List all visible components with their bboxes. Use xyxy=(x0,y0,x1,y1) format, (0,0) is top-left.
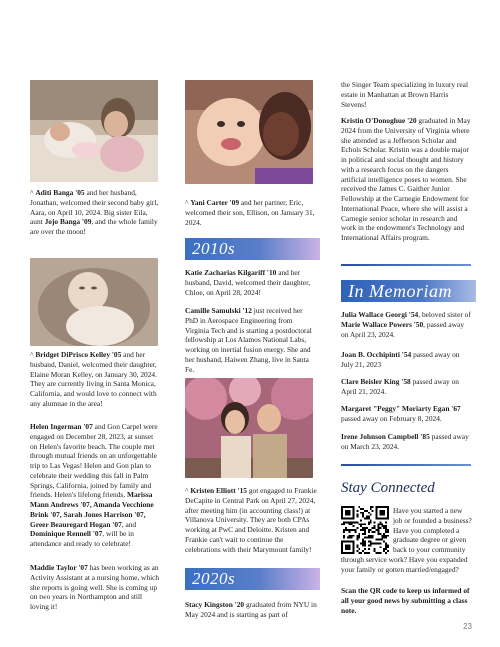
note-kristin-odonoghue: Kristin O'Donoghue '20 graduated in May 2024 from the University of Virginia where she attended as a Jefferson Scholar and Echols Scholar. Kristin was a double major in political and social thought and history with a research focus on the dangers artificial intelligence poses to women. She received the James C. Gaither Junior Fellowship at the Carnegie Endowment for International Peace, where she will assist a Carnegie senior scholar in research and work in the endowment's Technology and International Affairs program. xyxy=(341,116,471,243)
memoriam-joan-occhipinti: Joan B. Occhipinti '54 passed away on July 21, 2023 xyxy=(341,350,460,369)
section-header-2020s: 2020s xyxy=(185,568,320,590)
stay-connected-text: Have you started a new job or founded a business? Have you completed a graduate degree or given back to your community through service work? Have you expanded your family or gotten married/engaged? xyxy=(341,506,472,574)
memoriam-julia-georgi: Julia Wallace Georgi '54, beloved sister of Marie Wallace Powers '50, passed away on April 23, 2024. xyxy=(341,310,471,339)
stay-connected-cta: Scan the QR code to keep us informed of all your good news by submitting a class note. xyxy=(341,586,470,615)
note-katie-kilgariff: Katie Zacharias Kilgariff '10 and her husband, David, welcomed their daughter, Chloe, on April 28, 2024! xyxy=(185,268,311,297)
section-header-in-memoriam: In Memoriam xyxy=(341,280,476,302)
note-stacy-kingston-cont: the Singer Team specializing in luxury real estate in Manhattan at Brown Harris Stevens! xyxy=(341,80,469,109)
memoriam-clare-king: Clare Beisler King '58 passed away on April 21, 2024. xyxy=(341,377,459,396)
memoriam-rule-top xyxy=(341,264,471,266)
note-stacy-kingston: Stacy Kingston '20 graduated from NYU in May 2024 and is starting as part of xyxy=(185,600,317,619)
memoriam-rule-bottom xyxy=(341,464,471,466)
section-header-2010s: 2010s xyxy=(185,238,320,260)
photo-kristen-elliott-engagement xyxy=(185,378,313,478)
memoriam-margaret-egan: Margaret "Peggy" Moriarty Egan '67 passed away on February 8, 2024. xyxy=(341,404,461,423)
photo-yani-carter-son xyxy=(185,80,313,184)
page-number: 23 xyxy=(463,622,472,631)
caption-aditi-banga: ^ Aditi Banga '05 and her husband, Jonathan, welcomed their second baby girl, Aara, on April 10, 2024. Big sister Eila, aunt Jojo Banga '09, and the whole family are over the moon! xyxy=(30,188,159,237)
stay-connected-text-block xyxy=(341,506,473,574)
stay-connected-title: Stay Connected xyxy=(341,480,435,496)
note-helen-ingerman: Helen Ingerman '07 and Gon Carpel were engaged on December 28, 2023, at sunset on Helen's favorite beach. The couple met through mutual friends on an unforgettable trip to Las Vegas! Helen and Gon plan to celebrate their wedding this fall in Palm Springs, California, joined by family and friends. Helen's lifelong friends, Marissa Mann Andrews '07, Amanda Vecchione Brink '07, Sarah Jones Harrison '07, Greer Beauregard Hogan '07, and Dominique Rennell '07, will be in attendance and ready to celebrate! xyxy=(30,422,158,549)
caption-bridget-kelley: ^ Bridget DiPrisco Kelley '05 and her husband, Daniel, welcomed their daughter, Elaine Moran Kelley, on January 30, 2024. They are currently living in Santa Monica, California, and would love to connect with any alumnae in the area! xyxy=(30,350,157,408)
note-camille-samulski: Camille Samulski '12 just received her PhD in Aerospace Engineering from Virginia Tech and is starting a postdoctoral fellowship at Los Alamos National Labs, working on inertial fusion energy. She and her husband, Haiwen Zhang, live in Santa Fe. xyxy=(185,306,312,374)
photo-aditi-banga-family xyxy=(30,80,158,182)
photo-bridget-kelley-baby xyxy=(30,258,158,346)
note-maddie-taylor: Maddie Taylor '07 has been working as an Activity Assistant at a nursing home, which she reports is going well. She is coming up on two years in Northampton and still loving it! xyxy=(30,563,160,612)
caption-kristen-elliott: ^ Kristen Elliott '15 got engaged to Frankie DeCapite in Central Park on April 27, 2024, after meeting him (in accounting class!) at Villanova University. They are both CPAs working at PwC and Deloitte. Kristen and Frankie can't wait to continue the celebrations with their Marymount family! xyxy=(185,486,317,554)
caption-yani-carter: ^ Yani Carter '09 and her partner, Eric, welcomed their son, Ellison, on January 31, 2024. xyxy=(185,198,315,227)
memoriam-irene-campbell: Irene Johnson Campbell '85 passed away on March 23, 2024. xyxy=(341,432,469,451)
